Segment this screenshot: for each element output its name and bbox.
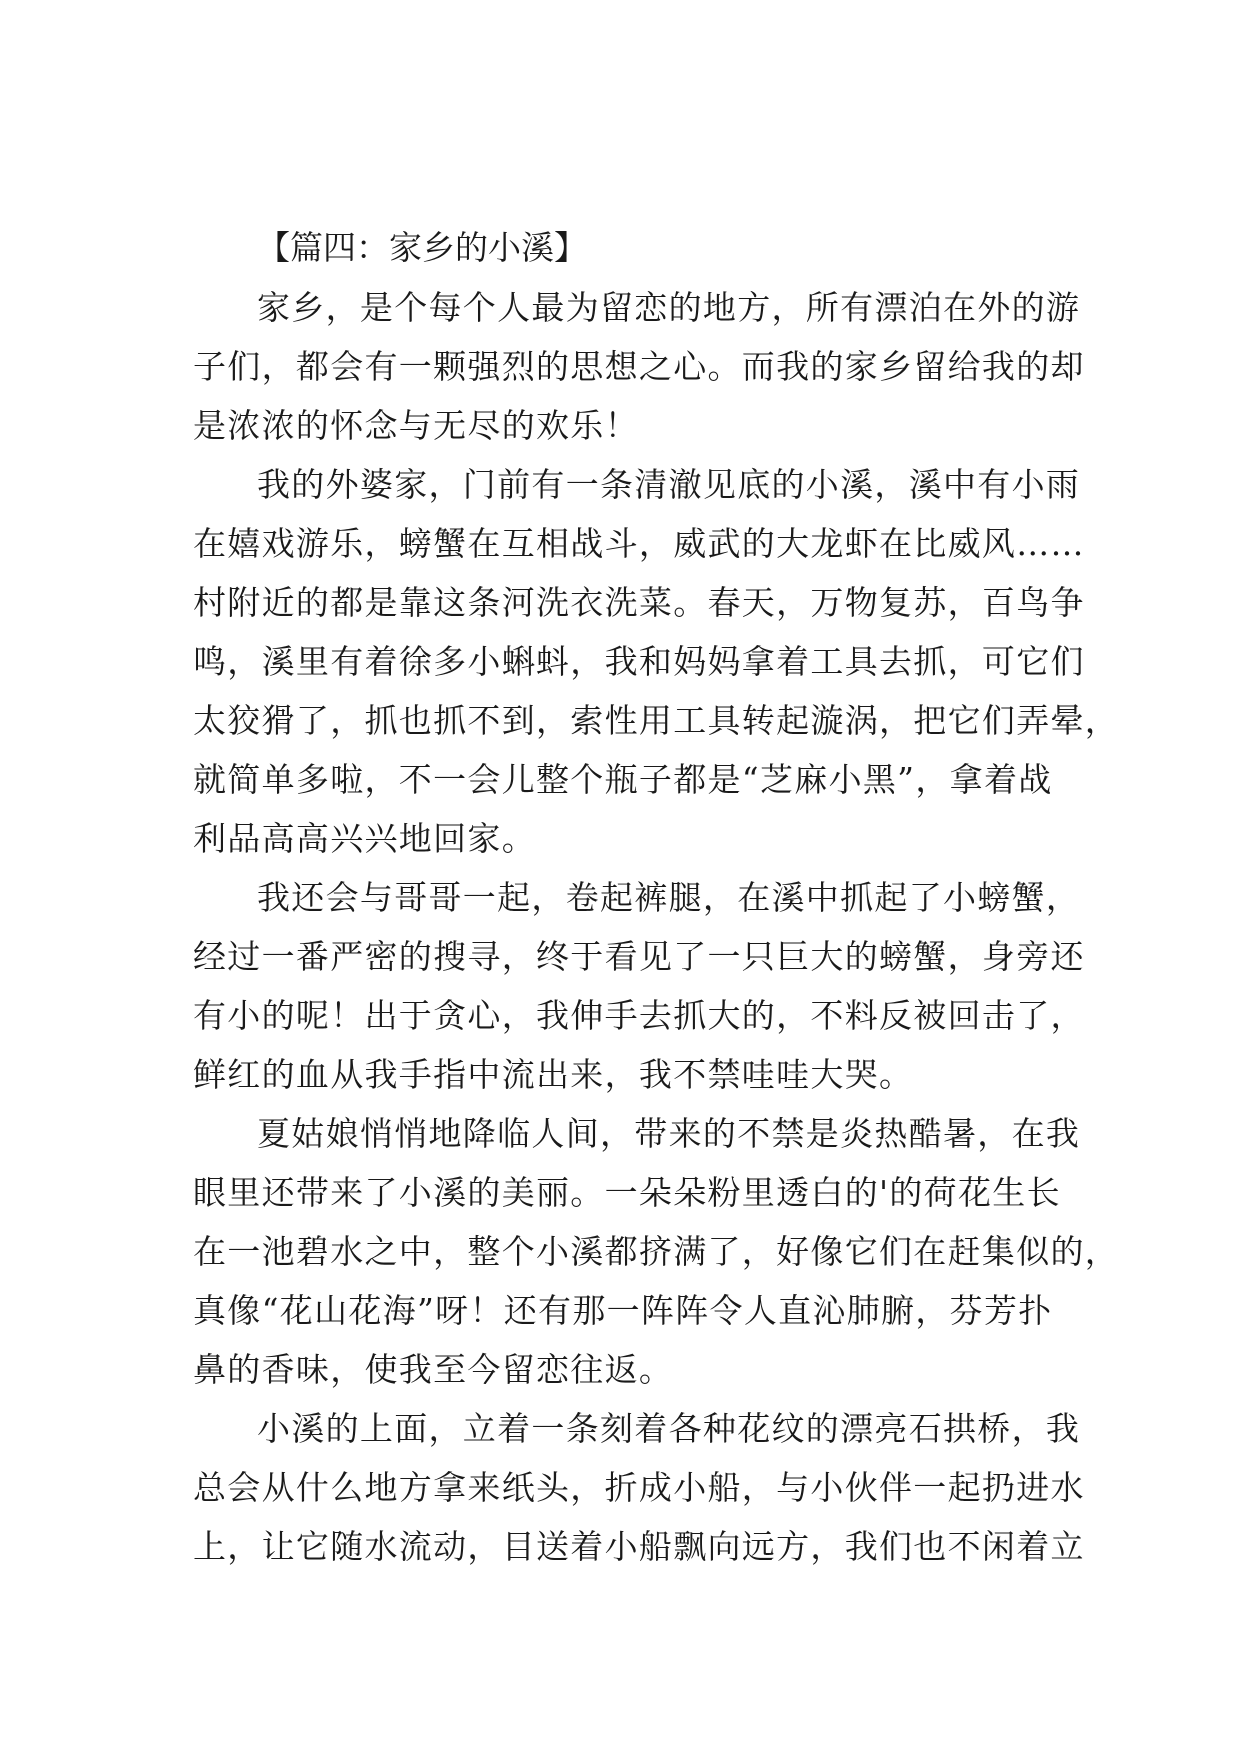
paragraph-2 [193,455,1120,868]
paragraph-line: 村附近的都是靠这条河洗衣洗菜。春天，万物复苏，百鸟争 [193,583,1085,622]
paragraph-line: 我还会与哥哥一起，卷起裤腿，在溪中抓起了小螃蟹， [257,878,1081,917]
paragraph-line: 鸣，溪里有着徐多小蝌蚪，我和妈妈拿着工具去抓，可它们 [193,642,1085,681]
document-title: 【篇四：家乡的小溪】 [257,228,587,267]
document-page [193,218,1120,1576]
paragraph-line: 有小的呢！出于贪心，我伸手去抓大的，不料反被回击了， [193,996,1085,1035]
paragraph-line: 太狡猾了，抓也抓不到，索性用工具转起漩涡，把它们弄晕， [193,701,1120,740]
paragraph-line: 利品高高兴兴地回家。 [193,819,536,858]
paragraph-line: 就简单多啦，不一会儿整个瓶子都是“芝麻小黑”，拿着战 [193,760,1053,799]
paragraph-3 [193,868,1085,1104]
paragraph-line: 在一池碧水之中，整个小溪都挤满了，好像它们在赶集似的， [193,1232,1120,1271]
paragraph-line: 小溪的上面，立着一条刻着各种花纹的漂亮石拱桥，我 [257,1409,1081,1448]
paragraph-line: 在嬉戏游乐，螃蟹在互相战斗，威武的大龙虾在比威风…… [193,524,1085,563]
paragraph-line: 家乡，是个每个人最为留恋的地方，所有漂泊在外的游 [257,288,1081,327]
paragraph-line: 真像“花山花海”呀！还有那一阵阵令人直沁肺腑，芬芳扑 [193,1291,1053,1330]
paragraph-1 [193,278,1085,455]
paragraph-line: 我的外婆家，门前有一条清澈见底的小溪，溪中有小雨 [257,465,1081,504]
paragraph-5 [193,1399,1085,1576]
paragraph-line: 眼里还带来了小溪的美丽。一朵朵粉里透白的'的荷花生长 [193,1173,1061,1212]
paragraph-line: 经过一番严密的搜寻，终于看见了一只巨大的螃蟹，身旁还 [193,937,1085,976]
paragraph-4 [193,1104,1120,1399]
paragraph-line: 总会从什么地方拿来纸头，折成小船，与小伙伴一起扔进水 [193,1468,1085,1507]
paragraph-line: 子们，都会有一颗强烈的思想之心。而我的家乡留给我的却 [193,347,1085,386]
paragraph-line: 上，让它随水流动，目送着小船飘向远方，我们也不闲着立 [193,1527,1085,1566]
paragraph-line: 鲜红的血从我手指中流出来，我不禁哇哇大哭。 [193,1055,914,1094]
paragraph-line: 是浓浓的怀念与无尽的欢乐！ [193,406,639,445]
paragraph-line: 鼻的香味，使我至今留恋往返。 [193,1350,674,1389]
paragraph-line: 夏姑娘悄悄地降临人间，带来的不禁是炎热酷暑，在我 [257,1114,1081,1153]
